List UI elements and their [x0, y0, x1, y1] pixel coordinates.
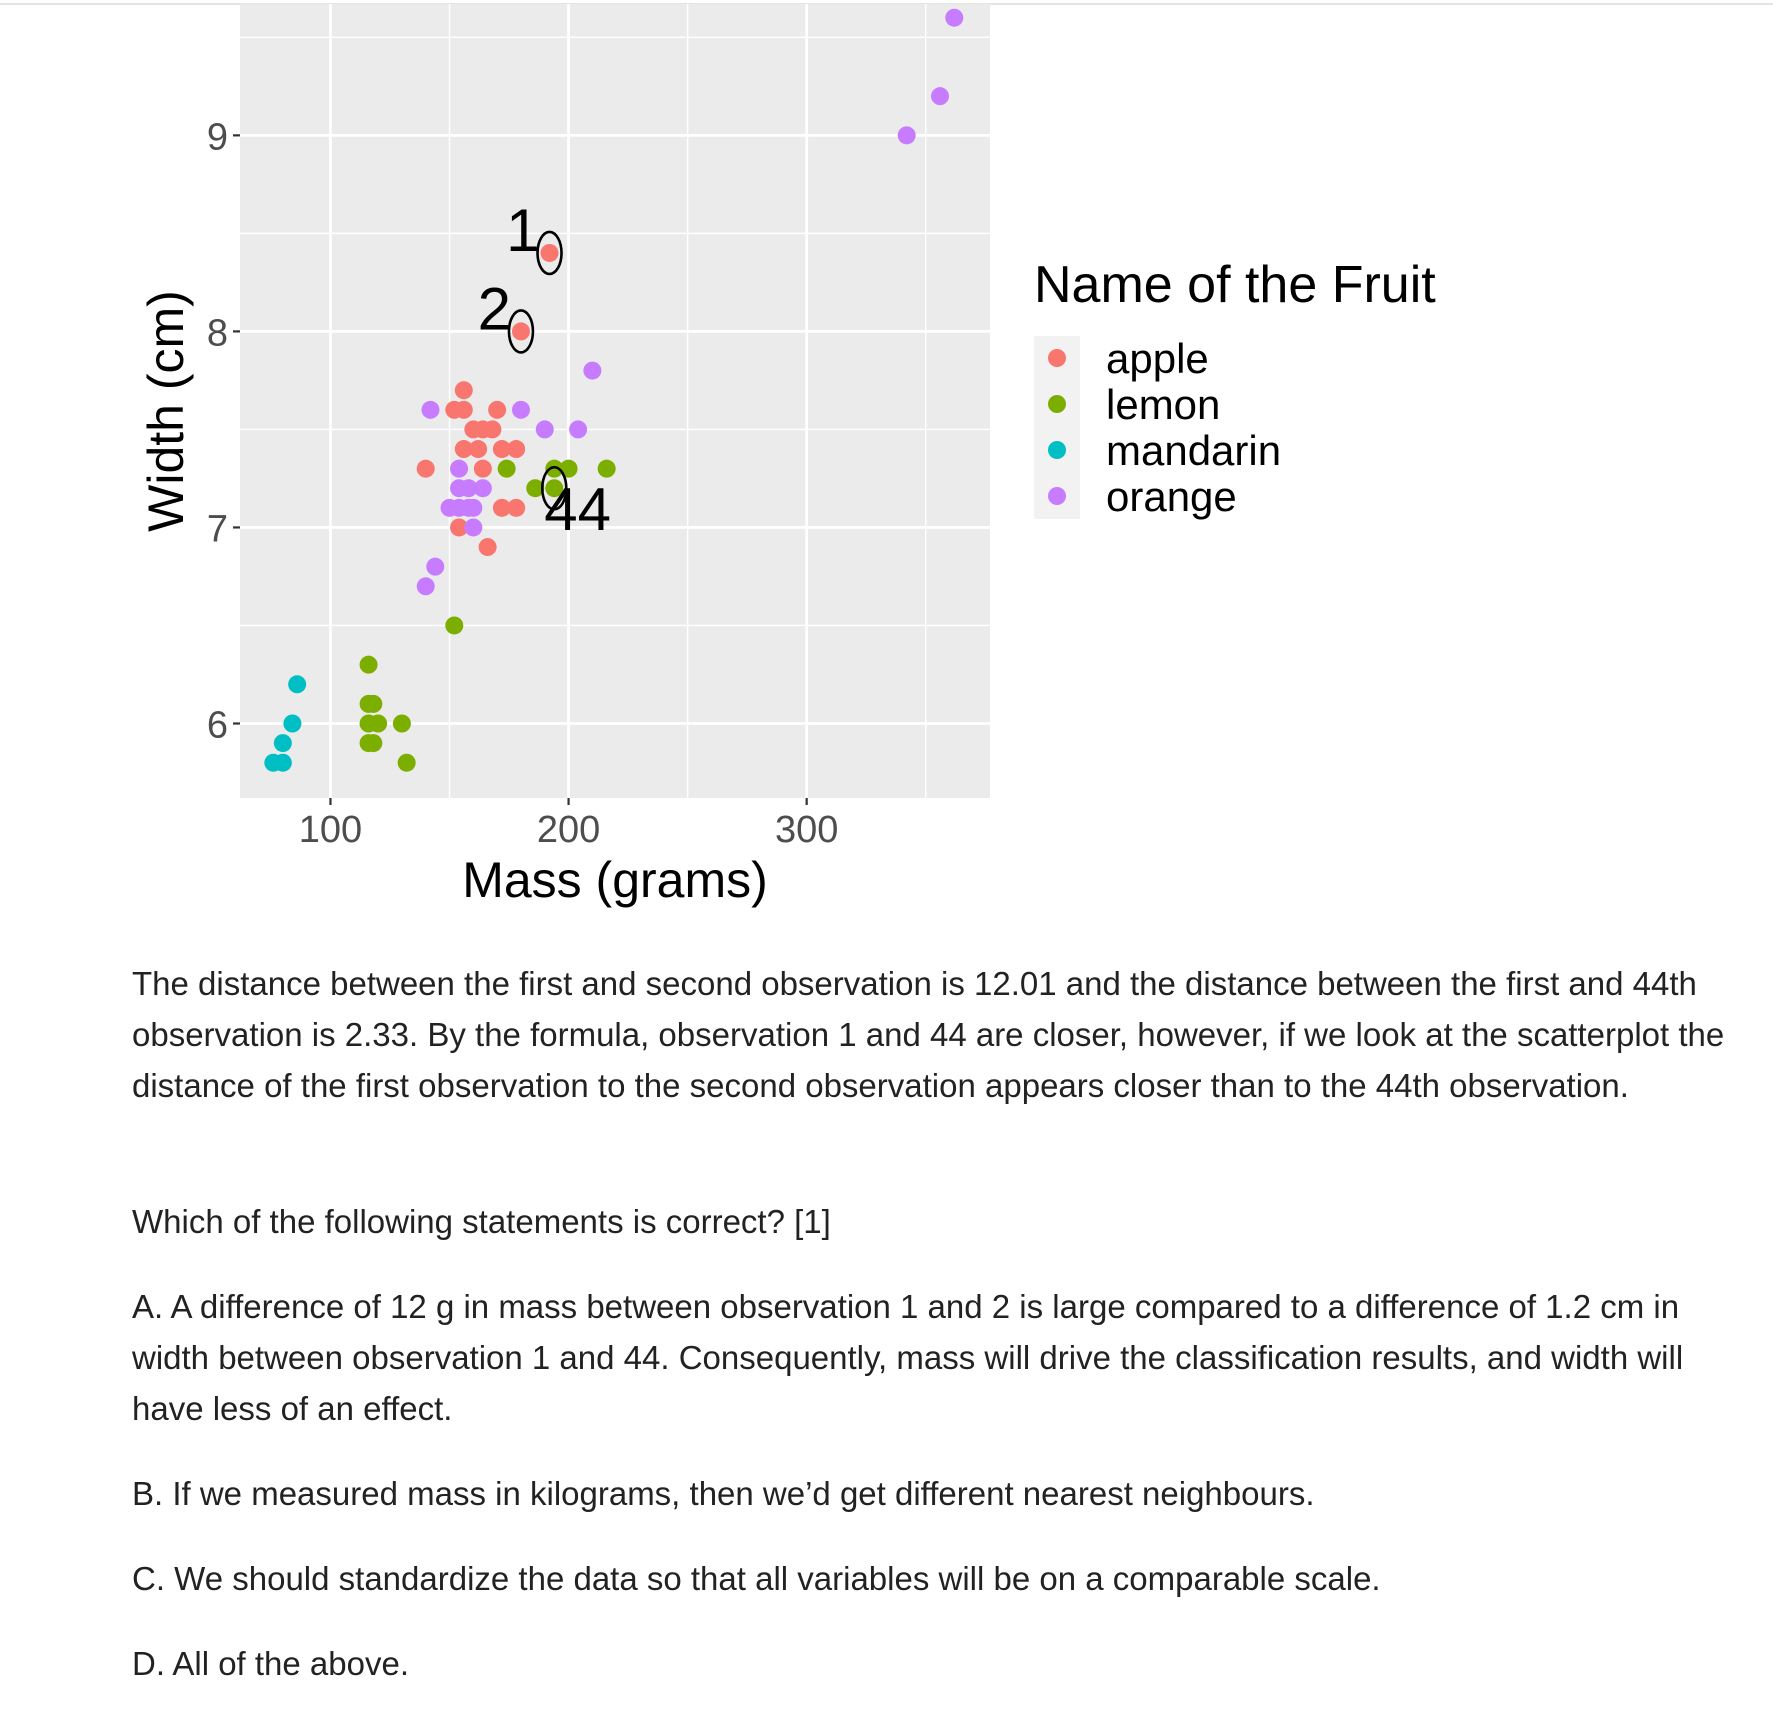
data-point-apple — [507, 440, 525, 458]
y-tick-label: 9 — [206, 116, 228, 159]
legend-key-mandarin — [1048, 441, 1066, 459]
data-point-orange — [474, 479, 492, 497]
y-tick-label: 8 — [206, 312, 228, 355]
option-c: C. We should standardize the data so that all variables will be on a comparable scale. — [132, 1560, 1381, 1597]
data-point-apple — [488, 401, 506, 419]
x-axis-title: Mass (grams) — [462, 852, 768, 908]
legend-key-apple — [1048, 349, 1066, 367]
legend — [1034, 256, 1436, 520]
legend-key-orange — [1048, 487, 1066, 505]
y-tick-label: 6 — [206, 704, 228, 747]
data-point-apple — [417, 460, 435, 478]
data-point-lemon — [498, 460, 516, 478]
data-point-apple — [483, 420, 501, 438]
y-axis-title: Width (cm) — [138, 290, 194, 532]
data-point-apple — [455, 381, 473, 399]
data-point-mandarin — [283, 715, 301, 733]
data-point-apple — [455, 401, 473, 419]
legend-label-lemon: lemon — [1106, 381, 1221, 428]
plot-panel — [240, 4, 990, 798]
data-point-orange — [569, 420, 587, 438]
x-tick-label: 300 — [774, 809, 839, 851]
data-point-lemon — [360, 656, 378, 674]
legend-label-apple: apple — [1106, 335, 1209, 382]
data-point-lemon — [398, 754, 416, 772]
data-point-apple — [507, 499, 525, 517]
option-d: D. All of the above. — [132, 1645, 410, 1682]
annotation-label: 44 — [544, 476, 612, 544]
legend-label-orange: orange — [1106, 473, 1237, 520]
data-point-lemon — [364, 734, 382, 752]
legend-key-lemon — [1048, 395, 1066, 413]
data-point-orange — [536, 420, 554, 438]
annotation-label: 1 — [506, 196, 540, 264]
data-point-mandarin — [288, 675, 306, 693]
legend-title: Name of the Fruit — [1034, 256, 1436, 314]
x-tick-label: 200 — [536, 809, 601, 851]
legend-entries — [1048, 335, 1281, 520]
data-point-orange — [931, 87, 949, 105]
option-a: A. A difference of 12 g in mass between observation 1 and 2 is large compared to a difference of 1.2 cm in width between observation 1 and 44. Consequently, mass will drive the classification results, and width will have less of an effect. — [132, 1288, 1684, 1427]
legend-label-mandarin: mandarin — [1106, 427, 1282, 474]
data-point-apple — [469, 440, 487, 458]
data-point-orange — [421, 401, 439, 419]
y-tick-label: 7 — [206, 508, 228, 551]
data-point-orange — [512, 401, 530, 419]
data-point-apple — [479, 538, 497, 556]
option-b: B. If we measured mass in kilograms, then we’d get different nearest neighbours. — [132, 1475, 1315, 1512]
data-point-lemon — [393, 715, 411, 733]
data-point-mandarin — [274, 754, 292, 772]
annotation-label: 2 — [477, 275, 511, 343]
data-point-apple — [512, 322, 530, 340]
data-point-lemon — [598, 460, 616, 478]
explanation-paragraph: The distance between the first and second observation is 12.01 and the distance between the first and 44th observation is 2.33. By the formula, observation 1 and 44 are closer, however, if we look at the scatterplot the distance of the first observation to the second observation appears closer than to the 44th observation. — [132, 965, 1725, 1104]
data-point-orange — [898, 126, 916, 144]
data-point-apple — [474, 460, 492, 478]
data-point-orange — [583, 362, 601, 380]
data-point-lemon — [369, 715, 387, 733]
data-point-apple — [541, 244, 559, 262]
data-point-orange — [464, 499, 482, 517]
x-tick-label: 100 — [298, 809, 363, 851]
data-point-orange — [426, 558, 444, 576]
question-prompt: Which of the following statements is correct? [1] — [132, 1203, 831, 1240]
data-point-lemon — [364, 695, 382, 713]
data-point-lemon — [445, 616, 463, 634]
data-point-orange — [450, 460, 468, 478]
data-point-orange — [945, 9, 963, 27]
data-point-orange — [464, 518, 482, 536]
data-point-orange — [417, 577, 435, 595]
data-point-mandarin — [274, 734, 292, 752]
